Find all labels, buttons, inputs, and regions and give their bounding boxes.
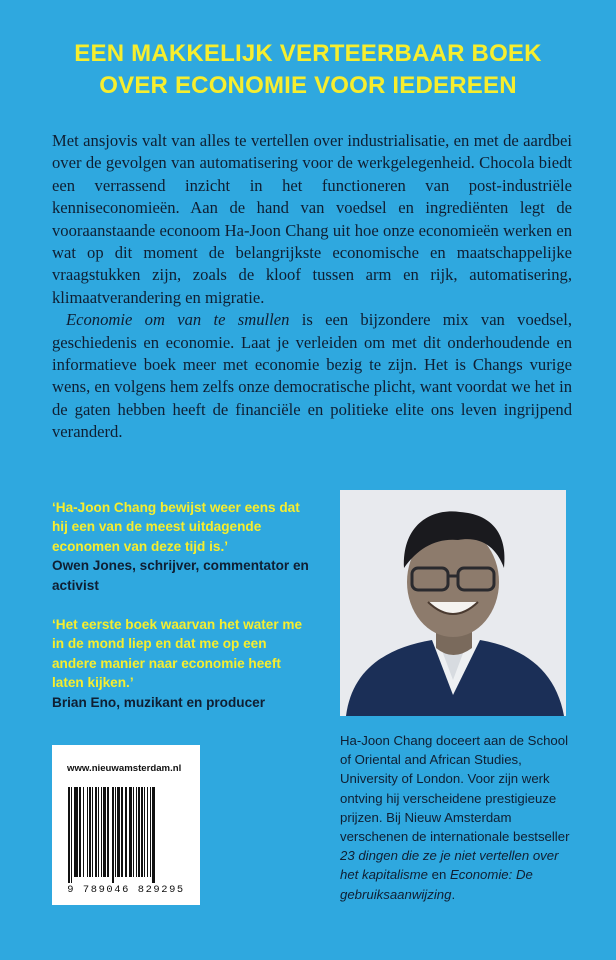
quote xyxy=(52,615,312,712)
headline-line-1: EEN MAKKELIJK VERTEERBAAR BOEK xyxy=(74,40,542,67)
author-photo xyxy=(340,490,566,716)
bio-connector: en xyxy=(427,867,450,883)
isbn-number: 9 789046 829295 xyxy=(67,884,185,896)
barcode-bar xyxy=(155,787,157,883)
quote-text: ‘Het eerste boek waarvan het water me in de mond liep en dat me op een andere manier naar economie heeft laten kijken.’ xyxy=(52,617,303,691)
author-portrait-illustration xyxy=(340,490,566,716)
blurb-paragraph-2 xyxy=(52,309,572,443)
quote-author: Owen Jones, schrijver, commentator en activist xyxy=(52,558,309,593)
blurb-paragraph-2-rest: is een bijzondere mix van voedsel, geschiedenis en economie. Laat je verleiden om met dit onderhoudende en informatieve boek meer met economie bezig te zijn. Het is Changs vurige wens, en volgens hem zelfs onze democratische plicht, want voordat we het in de gaten hebben heeft de financiële en politieke elite ons leven ingrijpend veranderd. xyxy=(52,310,572,442)
quote-author: Brian Eno, muzikant en producer xyxy=(52,694,265,710)
book-title: Economie om van te smullen xyxy=(66,310,290,330)
quote xyxy=(52,498,312,595)
author-bio xyxy=(340,731,576,904)
bio-book-title-2: Economie: De gebruiksaanwijzing xyxy=(340,867,533,902)
publisher-url: www.nieuwamsterdam.nl xyxy=(67,763,182,774)
review-quotes xyxy=(52,498,312,732)
quote-text: ‘Ha-Joon Chang bewijst weer eens dat hij een van de meest uitdagende economen van deze tijd is.’ xyxy=(52,500,300,554)
barcode-panel xyxy=(52,745,200,905)
back-cover-headline xyxy=(0,38,616,102)
bio-end: . xyxy=(451,886,456,902)
headline-line-2: OVER ECONOMIE VOOR IEDEREEN xyxy=(99,72,517,99)
barcode-icon xyxy=(68,787,184,879)
bio-book-title-1: 23 dingen die ze je niet vertellen over het kapitalisme xyxy=(340,848,559,883)
blurb xyxy=(52,130,572,444)
blurb-paragraph-1: Met ansjovis valt van alles te vertellen over industrialisatie, en met de aardbei over de gevolgen van automatisering voor de werkgelegenheid. Chocola biedt een verrassend inzicht in het functioneren van post-industriële kenniseconomieën. Aan de hand van voedsel en ingrediënten legt de vooraanstaande econoom Ha-Joon Chang uit hoe onze economieën werken en wat op dit moment de belangrijkste economische en maatschappelijke vraagstukken zijn, zoals de kloof tussen arm en rijk, automatisering, klimaatverandering en migratie. xyxy=(52,131,572,307)
author-bio-text: Ha-Joon Chang doceert aan de School of Oriental and African Studies, University of London. Voor zijn werk ontving hij verscheidene prestigieuze prijzen. Bij Nieuw Amsterdam verschenen de internationale bestseller xyxy=(340,733,570,845)
